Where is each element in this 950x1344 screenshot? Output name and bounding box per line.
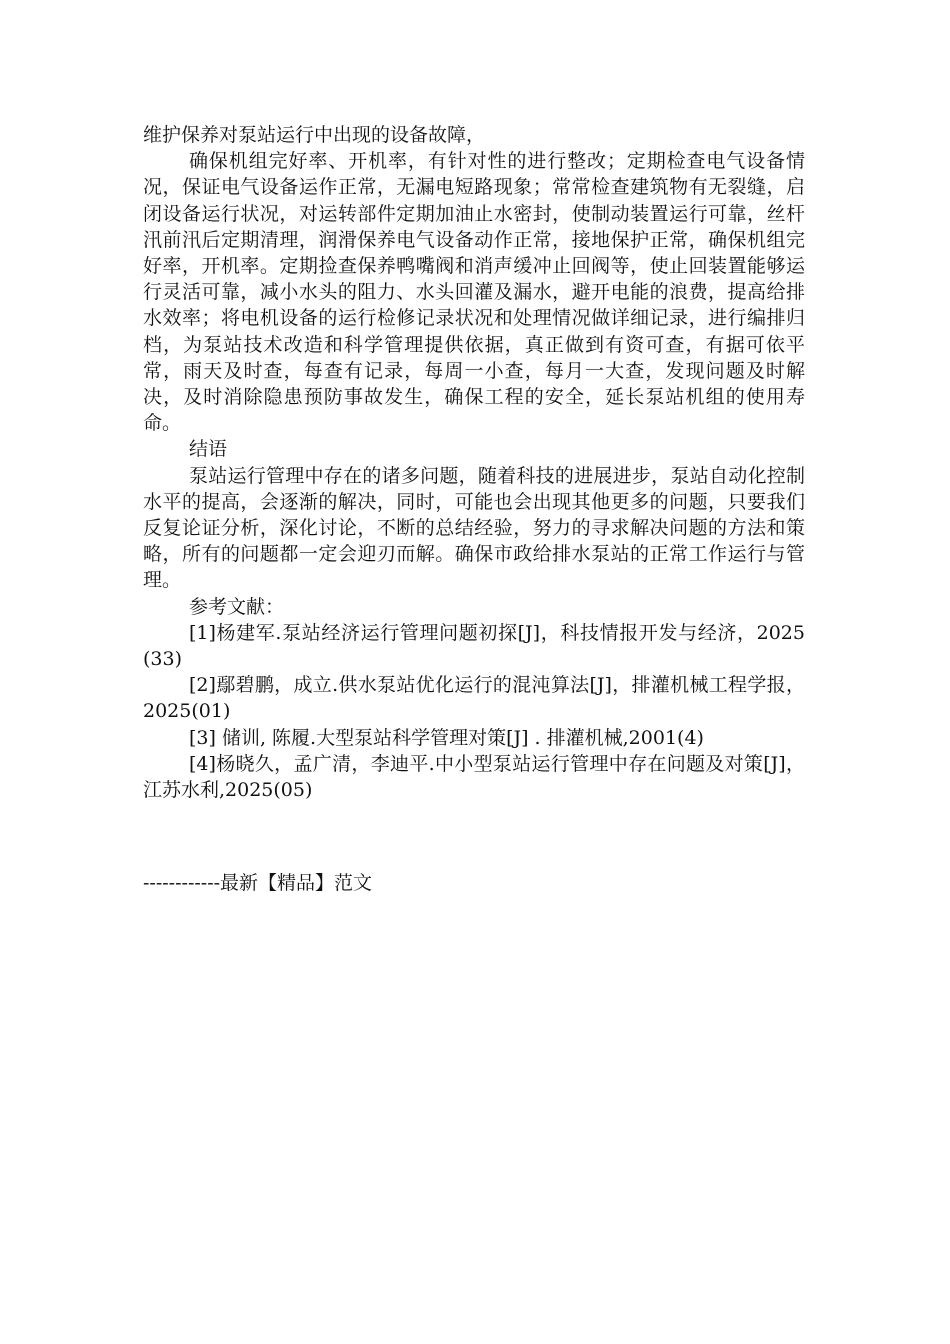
reference-item: [2]鄢碧鹏，成立.供水泵站优化运行的混沌算法[J]，排灌机械工程学报，2025(01) <box>143 674 805 723</box>
maintenance-paragraph: 确保机组完好率、开机率，有针对性的进行整改；定期检查电气设备情况，保证电气设备运作正常，无漏电短路现象；常常检查建筑物有无裂缝，启闭设备运行状况，对运转部件定期加油止水密封，使制动装置运行可靠，丝杆汛前汛后定期清理，润滑保养电气设备动作正常，接地保护正常，确保机组完好率，开机率。定期捡查保养鸭嘴阀和消声缓冲止回阀等，使止回装置能够运行灵活可靠，减小水头的阻力、水头回灌及漏水，避开电能的浪费，提高给排水效率；将电机设备的运行检修记录状况和处理情况做详细记录，进行编排归档，为泵站技术改造和科学管理提供依据，真正做到有资可查，有据可依平常，雨天及时查，每查有记录，每周一小查，每月一大查，发现问题及时解决，及时消除隐患预防事故发生，确保工程的安全，延长泵站机组的使用寿命。 <box>143 150 805 435</box>
reference-item: [3] 储训, 陈履.大型泵站科学管理对策[J] . 排灌机械,2001(4) <box>189 726 704 749</box>
reference-item: [1]杨建军.泵站经济运行管理问题初探[J]，科技情报开发与经济，2025(33) <box>143 621 805 671</box>
footer-caption: ------------最新【精品】范文 <box>143 872 373 894</box>
reference-item: [4]杨晓久，孟广清，李迪平.中小型泵站运行管理中存在问题及对策[J]，江苏水利,2025(05) <box>143 752 805 802</box>
intro-paragraph: 维护保养对泵站运行中出现的设备故障， <box>143 124 486 146</box>
document-body <box>143 122 805 803</box>
conclusion-paragraph: 泵站运行管理中存在的诸多问题，随着科技的进展进步，泵站自动化控制水平的提高，会逐渐的解决，同时，可能也会出现其他更多的问题，只要我们反复论证分析，深化讨论，不断的总结经验，努力的寻求解决问题的方法和策略，所有的问题都一定会迎刃而解。确保市政给排水泵站的正常工作运行与管理。 <box>143 464 805 592</box>
conclusion-heading: 结语 <box>189 438 228 461</box>
references-heading: 参考文献： <box>189 595 285 618</box>
